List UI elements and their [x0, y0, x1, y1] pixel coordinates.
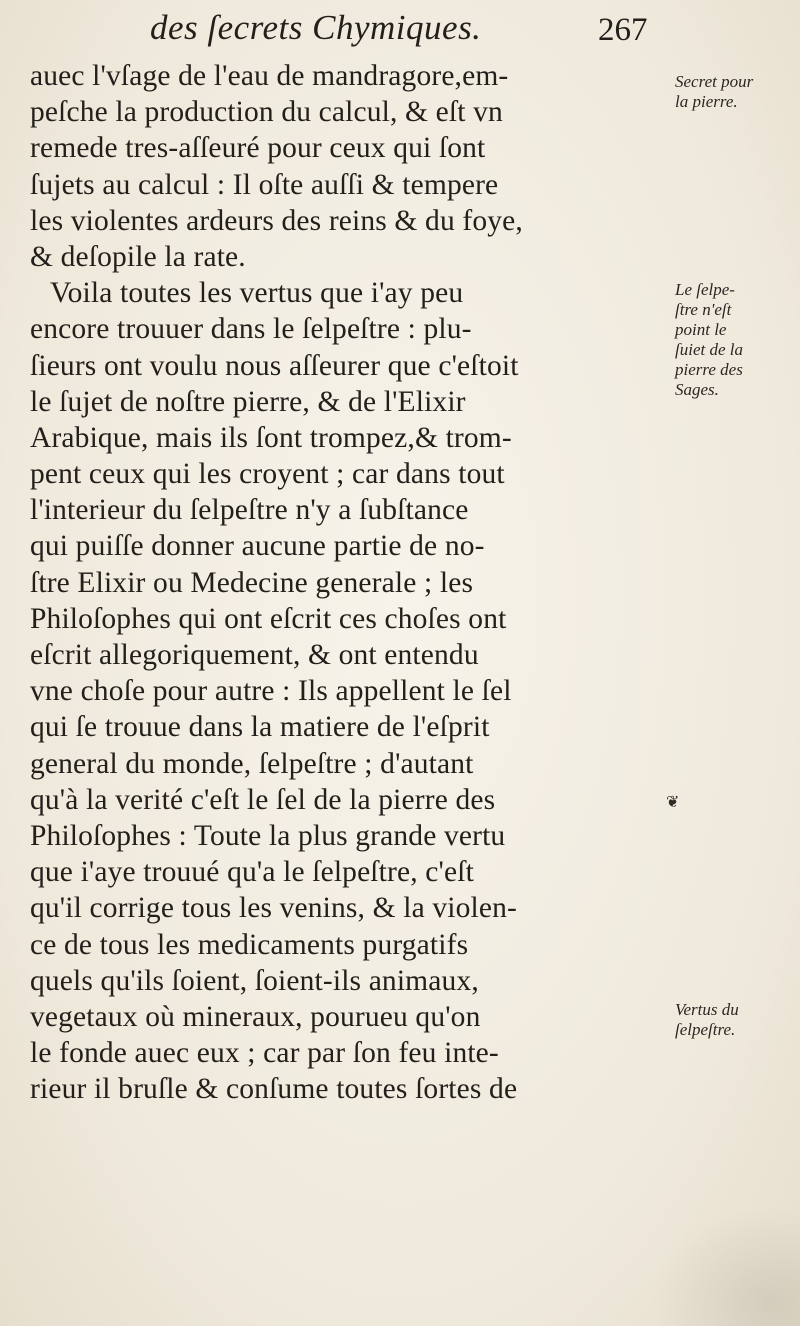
text-line: ſujets au calcul : Il oſte auſſi & tempere: [30, 168, 499, 201]
text-line: le fonde auec eux ; car par ſon feu inte-: [30, 1037, 499, 1070]
body-text: [30, 58, 640, 1107]
text-line: ſieurs ont voulu nous aſſeurer que c'eſtoit: [30, 349, 519, 382]
text-line: remede tres-aſſeuré pour ceux qui ſont: [30, 132, 486, 165]
text-line: Voila toutes les vertus que i'ay peu: [50, 277, 464, 310]
text-line: auec l'vſage de l'eau de mandragore,em-: [30, 60, 509, 92]
text-line: les violentes ardeurs des reins & du foye,: [30, 204, 523, 237]
text-line: qu'à la verité c'eſt le ſel de la pierre des: [30, 783, 496, 816]
margin-note-line: Sages.: [675, 380, 719, 399]
margin-note-line: ſelpeſtre.: [675, 1020, 736, 1039]
margin-note-line: Vertus du: [675, 1000, 739, 1019]
text-line: eſcrit allegoriquement, & ont entendu: [30, 639, 479, 671]
margin-note-selpestre: [675, 280, 797, 400]
margin-note-secret: [675, 72, 797, 112]
text-line: pent ceux qui les croyent ; car dans tout: [30, 458, 505, 491]
margin-note-line: Secret pour: [675, 72, 754, 91]
text-line: encore trouuer dans le ſelpeſtre : plu-: [30, 313, 472, 346]
text-line: peſche la production du calcul, & eſt vn: [30, 96, 503, 129]
page-number: 267: [598, 12, 648, 48]
text-line: que i'aye trouué qu'a le ſelpeſtre, c'eſt: [30, 856, 474, 889]
text-line: & deſopile la rate.: [30, 240, 246, 273]
text-line: rieur il bruſle & conſume toutes ſortes de: [30, 1073, 518, 1106]
margin-note-line: ſtre n'eſt: [675, 300, 732, 319]
paper-stain: [650, 1206, 800, 1326]
text-line: l'interieur du ſelpeſtre n'y a ſubſtance: [30, 494, 469, 527]
margin-note-line: pierre des: [675, 360, 743, 379]
text-line: vne choſe pour autre : Ils appellent le ſel: [30, 675, 512, 708]
text-line: vegetaux où mineraux, pourueu qu'on: [30, 1000, 481, 1033]
text-line: Arabique, mais ils ſont trompez,& trom-: [30, 421, 512, 454]
text-line: qui ſe trouue dans la matiere de l'eſprit: [30, 711, 490, 744]
text-line: le ſujet de noſtre pierre, & de l'Elixir: [30, 385, 466, 418]
text-line: Philoſophes : Toute la plus grande vertu: [30, 819, 506, 852]
text-line: qu'il corrige tous les venins, & la violen-: [30, 892, 517, 925]
running-head: [130, 8, 730, 54]
margin-note-line: la pierre.: [675, 92, 738, 111]
margin-note-line: Le ſelpe-: [675, 280, 735, 299]
text-line: qui puiſſe donner aucune partie de no-: [30, 530, 485, 563]
running-title: des ſecrets Chymiques.: [150, 8, 482, 47]
margin-note-line: point le: [675, 320, 727, 339]
margin-note-line: ſuiet de la: [675, 340, 743, 359]
text-line: ce de tous les medicaments purgatifs: [30, 928, 469, 961]
text-line: Philoſophes qui ont eſcrit ces choſes ont: [30, 602, 507, 635]
margin-note-vertus: [675, 1000, 797, 1040]
text-line: quels qu'ils ſoient, ſoient-ils animaux,: [30, 964, 479, 997]
text-line: general du monde, ſelpeſtre ; d'autant: [30, 747, 474, 780]
text-line: ſtre Elixir ou Medecine generale ; les: [30, 566, 474, 599]
fleuron-ornament: ❦: [666, 792, 680, 811]
